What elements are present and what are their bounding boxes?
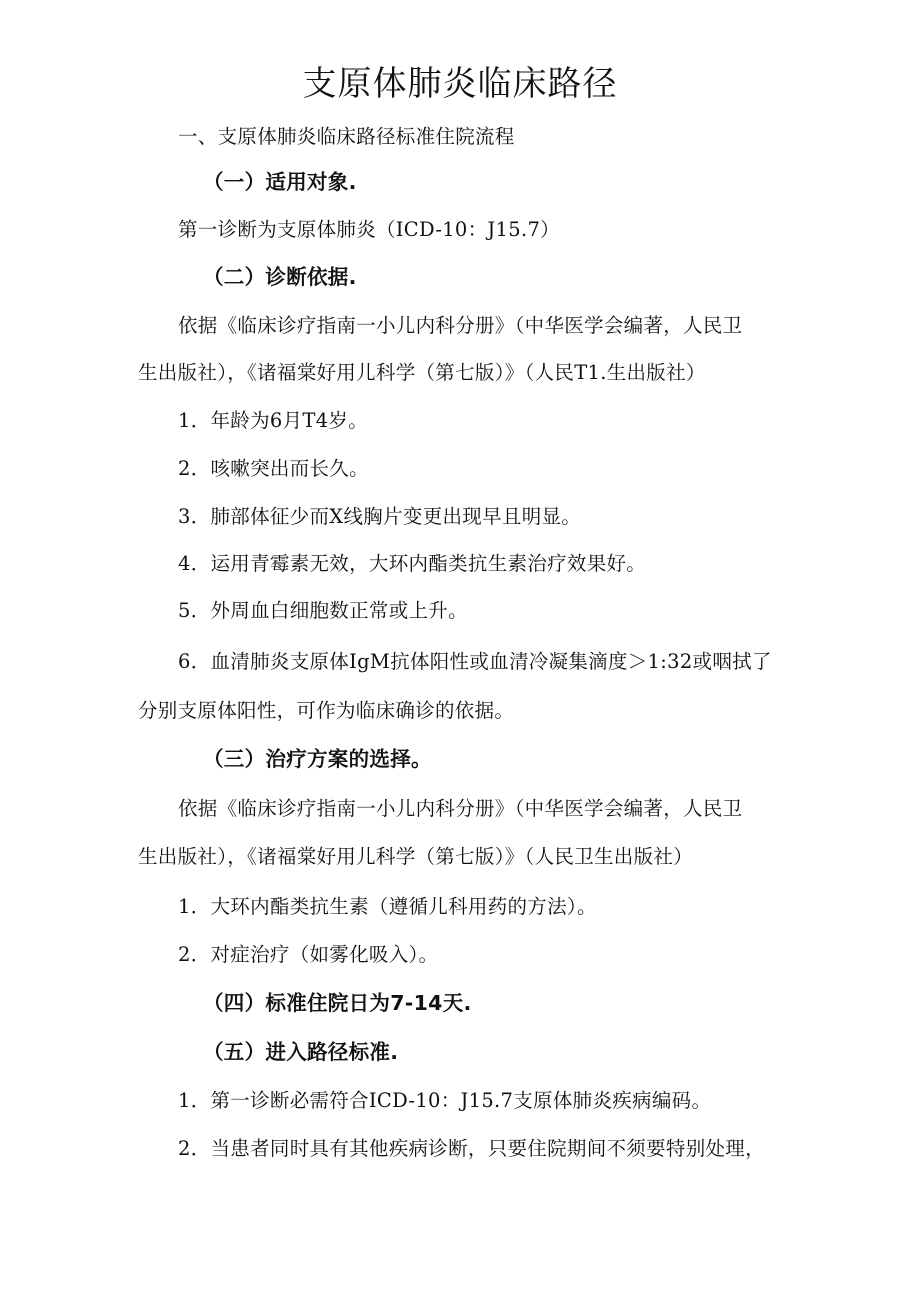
paragraph-line: 生出版社），《诸福棠好用儿科学（第七版）》（人民卫生出版社） bbox=[138, 845, 694, 868]
list-item: 5．外周血白细胞数正常或上升。 bbox=[178, 599, 468, 622]
list-item: 4．运用青霉素无效，大环内酯类抗生素治疗效果好。 bbox=[178, 552, 647, 575]
list-item: 1．第一诊断必需符合ICD-10：J15.7支原体肺炎疾病编码。 bbox=[178, 1089, 712, 1112]
document-title: 支原体肺炎临床路径 bbox=[302, 64, 618, 104]
list-item: 2．对症治疗（如雾化吸入）。 bbox=[178, 943, 439, 966]
subsection-heading-diagnosis: （二）诊断依据. bbox=[203, 265, 357, 289]
list-item: 3．肺部体征少而X线胸片变更出现早且明显。 bbox=[178, 505, 582, 528]
list-item: 2．当患者同时具有其他疾病诊断，只要住院期间不须要特别处理， bbox=[178, 1137, 765, 1160]
subsection-heading-entry: （五）进入路径标准. bbox=[203, 1040, 399, 1064]
paragraph-line: 依据《临床诊疗指南一小儿内科分册》（中华医学会编著，人民卫 bbox=[178, 797, 743, 820]
list-item: 1．大环内酯类抗生素（遵循儿科用药的方法）。 bbox=[178, 895, 597, 918]
list-item: 6．血清肺炎支原体IgM抗体阳性或血清冷凝集滴度＞1:32或咽拭了 bbox=[178, 650, 772, 673]
paragraph-line: 生出版社），《诸福棠好用儿科学（第七版）》（人民T1.生出版社） bbox=[138, 361, 706, 384]
subsection-heading-stay: （四）标准住院日为7-14天. bbox=[203, 991, 472, 1015]
paragraph-line: 分别支原体阳性，可作为临床确诊的依据。 bbox=[138, 699, 515, 722]
list-item: 2．咳嗽突出而长久。 bbox=[178, 457, 369, 480]
subsection-heading-treatment: （三）治疗方案的选择。 bbox=[203, 747, 432, 771]
paragraph-line: 依据《临床诊疗指南一小儿内科分册》（中华医学会编著，人民卫 bbox=[178, 314, 743, 337]
section-heading-1: 一、支原体肺炎临床路径标准住院流程 bbox=[178, 125, 515, 148]
paragraph-line: 第一诊断为支原体肺炎（ICD-10：J15.7） bbox=[178, 218, 560, 241]
subsection-heading-applicable: （一）适用对象. bbox=[203, 170, 357, 194]
list-item: 1．年龄为6月T4岁。 bbox=[178, 409, 369, 432]
